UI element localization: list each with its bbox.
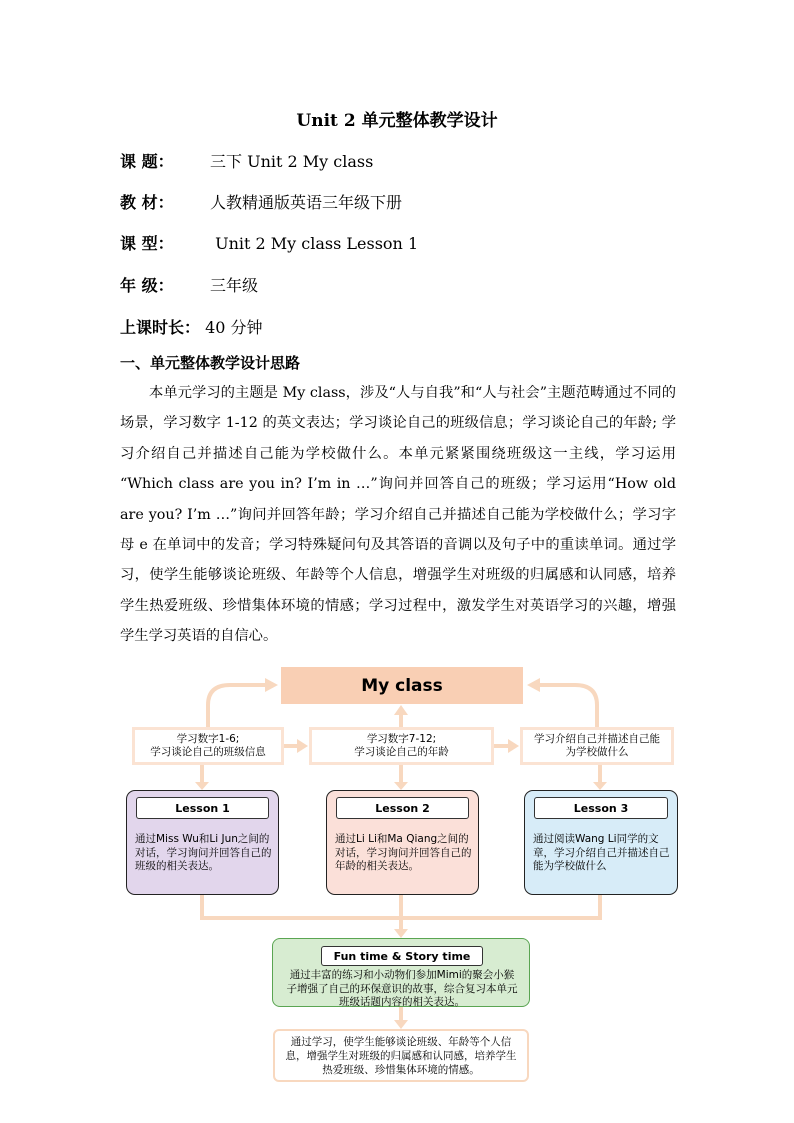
meta-label: 上课时长： (120, 318, 201, 337)
arrowhead-down1 (195, 782, 209, 790)
arrowhead-down2 (394, 782, 408, 790)
arrowhead-step2 (508, 739, 519, 753)
arrowhead-left-loop (265, 678, 278, 692)
step-box-numbers-1-6 (132, 727, 284, 765)
lesson-description: 通过阅读Wang Li同学的文章，学习介绍自己并描述自己能为学校做什么 (533, 833, 670, 872)
step-line: 为学校做什么 (565, 746, 629, 758)
fun-time-description: 通过丰富的练习和小动物们参加Mimi的聚会小猴子增强了自己的环保意识的故事，综合复习本单元班级话题内容的相关表达。 (286, 969, 518, 1008)
body-paragraph: 本单元学习的主题是 My class，涉及“人与自我”和“人与社会”主题范畴通过不同的场景，学习数字 1-12 的英文表达；学习谈论自己的班级信息；学习谈论自己的年龄; 学习介绍自己并描述自己能为学校做什么。本单元紧紧围绕班级这一主线，学习运用 “Which class are you in? I’m in …”询问并回答自己的班级；学习运用“How old are you? I’m …”询问并回答年龄；学习介绍自己并描述自己能为学校做什么；学习字母 e 在单词中的发音；学习特殊疑问句及其答语的音调以及句子中的重读单词。通过学习，使学生能够谈论班级、年龄等个人信息，增强学生对班级的归属感和认同感，培养学生热爱班级、珍惜集体环境的情感；学习过程中，激发学生对英语学习的兴趣，增强学生学习英语的自信心。 (120, 385, 676, 645)
lesson-3-card (524, 790, 678, 895)
step-line: 学习数字1-6; (176, 733, 240, 745)
step-box-introduce-self (520, 727, 674, 765)
meta-value: 三下 Unit 2 My class (210, 152, 374, 171)
arrowhead-center (394, 705, 408, 715)
meta-label: 课 题： (120, 152, 174, 171)
fun-time-story-time-card (272, 938, 530, 1007)
diagram-title-box: My class (281, 667, 523, 704)
step-line: 学习介绍自己并描述自己能 (534, 733, 660, 745)
step-box-numbers-7-12 (309, 727, 494, 765)
lesson-description: 通过Li Li和Ma Qiang之间的对话，学习询问并回答自己的年龄的相关表达。 (335, 833, 472, 872)
lesson-label: Lesson 1 (136, 797, 269, 819)
arrowhead-step1 (297, 739, 308, 753)
lesson-label: Lesson 2 (336, 797, 469, 819)
step-line: 学习谈论自己的年龄 (354, 746, 449, 758)
section-heading: 一、单元整体教学设计思路 (120, 354, 301, 372)
meta-value: 三年级 (210, 276, 259, 295)
step-line: 学习谈论自己的班级信息 (150, 746, 266, 758)
meta-value: 40 分钟 (200, 318, 263, 337)
step-line: 学习数字7-12; (366, 733, 437, 745)
meta-value: 人教精通版英语三年级下册 (210, 193, 403, 212)
lesson-label: Lesson 3 (534, 797, 668, 819)
lesson-description: 通过Miss Wu和Li Jun之间的对话，学习询问并回答自己的班级的相关表达。 (135, 833, 272, 872)
learning-goal-box: 通过学习，使学生能够谈论班级、年龄等个人信息，增强学生对班级的归属感和认同感，培养学生热爱班级、珍惜集体环境的情感。 (273, 1029, 529, 1082)
arrowhead-down3 (593, 782, 607, 790)
meta-value: Unit 2 My class Lesson 1 (210, 234, 419, 253)
lesson-2-card (326, 790, 479, 895)
arrowhead-goal (394, 1020, 408, 1029)
arrowhead-merge (394, 929, 408, 938)
arrowhead-right-loop (527, 678, 540, 692)
meta-label: 教 材： (120, 193, 174, 212)
lesson-1-card (126, 790, 279, 895)
meta-label: 年 级： (120, 276, 174, 295)
loop-arrow-left (208, 685, 265, 727)
loop-arrow-right (540, 685, 597, 727)
fun-time-label: Fun time & Story time (321, 946, 483, 966)
meta-label: 课 型： (120, 234, 174, 253)
doc-title: Unit 2 单元整体教学设计 (296, 111, 498, 131)
